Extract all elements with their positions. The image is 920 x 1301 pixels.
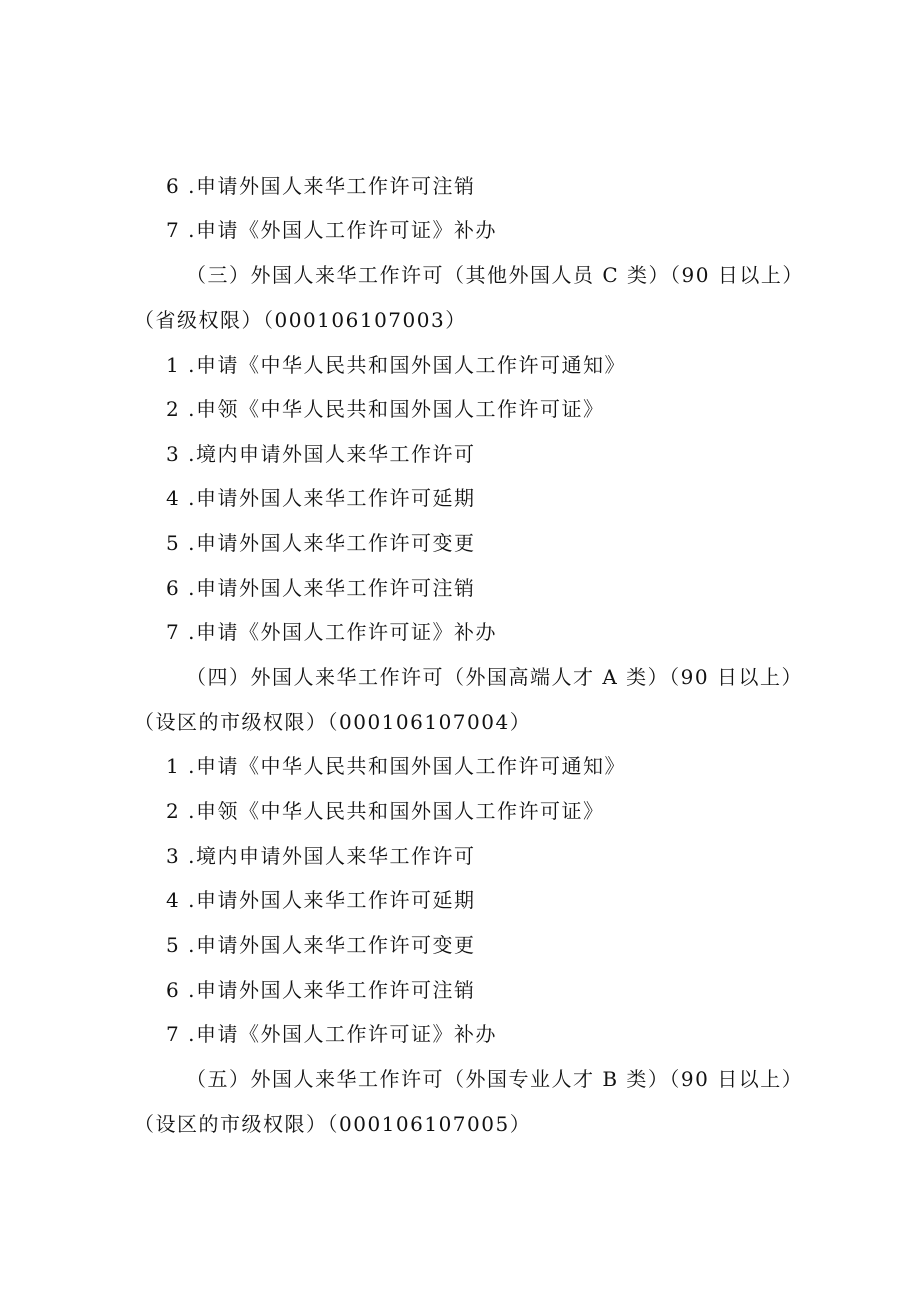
section-heading-5: （五）外国人来华工作许可（外国专业人才 B 类）（90 日以上） <box>186 1067 804 1091</box>
list-item: 7 .申请《外国人工作许可证》补办 <box>166 1022 497 1046</box>
list-item: 3 .境内申请外国人来华工作许可 <box>166 442 476 466</box>
list-item: 4 .申请外国人来华工作许可延期 <box>166 888 476 912</box>
list-item: 4 .申请外国人来华工作许可延期 <box>166 486 476 510</box>
section-heading-4-authority: （设区的市级权限）（000106107004） <box>134 710 532 734</box>
list-item: 1 .申请《中华人民共和国外国人工作许可通知》 <box>166 754 626 778</box>
list-item: 5 .申请外国人来华工作许可变更 <box>166 933 476 957</box>
list-item: 1 .申请《中华人民共和国外国人工作许可通知》 <box>166 353 626 377</box>
list-item: 3 .境内申请外国人来华工作许可 <box>166 844 476 868</box>
section-heading-3: （三）外国人来华工作许可（其他外国人员 C 类）（90 日以上） <box>186 263 804 287</box>
list-item: 5 .申请外国人来华工作许可变更 <box>166 531 476 555</box>
list-item: 7 .申请《外国人工作许可证》补办 <box>166 218 497 242</box>
section-heading-4: （四）外国人来华工作许可（外国高端人才 A 类）（90 日以上） <box>186 665 803 689</box>
section-heading-3-authority: （省级权限）（000106107003） <box>134 308 467 332</box>
list-item: 6 .申请外国人来华工作许可注销 <box>166 978 476 1002</box>
list-item: 6 .申请外国人来华工作许可注销 <box>166 576 476 600</box>
list-item: 6 .申请外国人来华工作许可注销 <box>166 174 476 198</box>
section-heading-5-authority: （设区的市级权限）（000106107005） <box>134 1112 532 1136</box>
list-item: 2 .申领《中华人民共和国外国人工作许可证》 <box>166 397 605 421</box>
list-item: 7 .申请《外国人工作许可证》补办 <box>166 620 497 644</box>
list-item: 2 .申领《中华人民共和国外国人工作许可证》 <box>166 799 605 823</box>
